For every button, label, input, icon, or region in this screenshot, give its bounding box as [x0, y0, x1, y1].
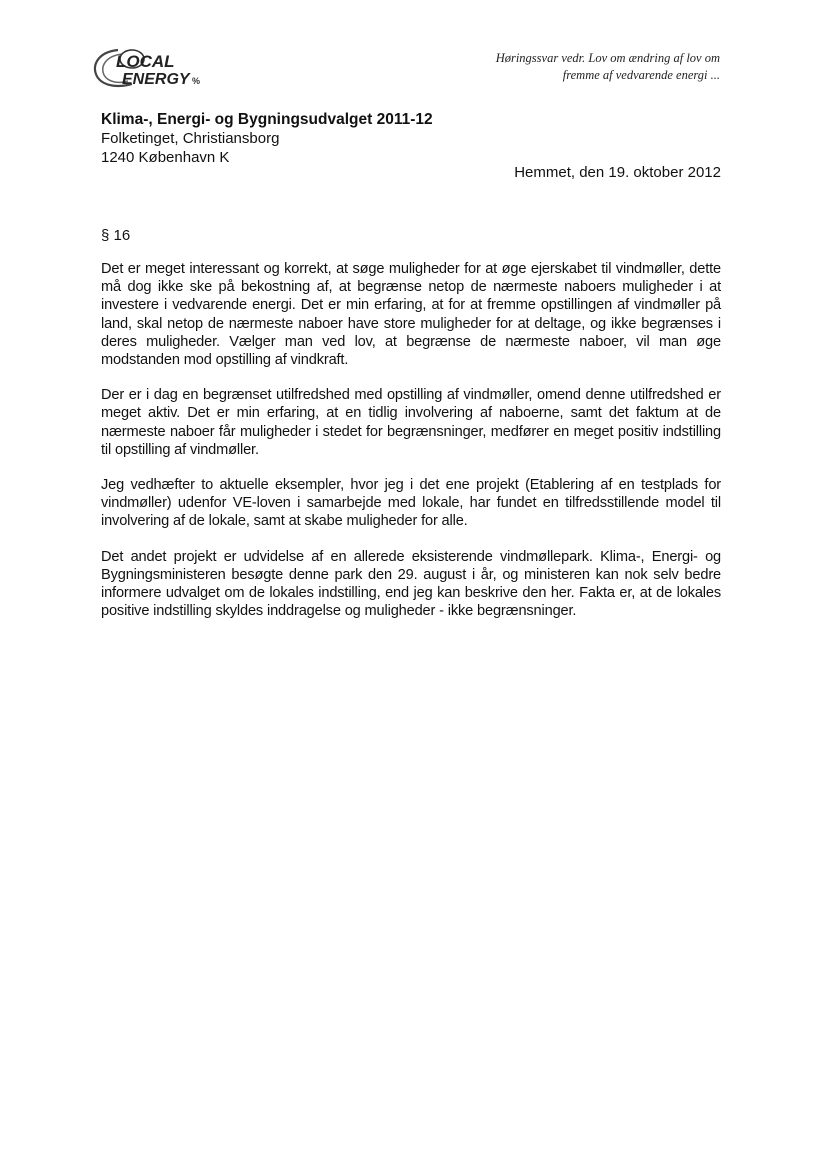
recipient-committee: Klima-, Energi- og Bygningsudvalget 2011-12 — [101, 111, 433, 128]
paragraph-2: Der er i dag en begrænset utilfredshed med opstilling af vindmøller, omend denne utilfredshed er meget aktiv. Det er min erfaring, at en tidlig involvering af naboerne, samt det faktum at de nærmeste naboer får muligheder i stedet for begrænsninger, medfører en meget positiv indstilling til opstilling af vindmøller. — [101, 387, 721, 458]
paragraph-4: Det andet projekt er udvidelse af en allerede eksisterende vindmøllepark. Klima-, Energi- og Bygningsministeren besøgte denne park den 29. august i år, og ministeren kan nok selv bedre informere udvalget om de lokales indstilling, end jeg kan beskrive den her. Fakta er, at de lokales positive indstilling skyldes inddragelse og muligheder - ikke begrænsninger. — [101, 548, 721, 620]
logo-word-local: LOCAL — [116, 52, 175, 71]
section-marker: § 16 — [101, 227, 131, 244]
paragraph-3: Jeg vedhæfter to aktuelle eksempler, hvor jeg i det ene projekt (Etablering af en testplads for vindmøller) udenfor VE-loven i samarbejde med lokale, har fundet en tilfredsstillende model til involvering af de lokale, samt at skabe muligheder for alle. — [101, 477, 721, 530]
header-note-line-1: Høringssvar vedr. Lov om ændring af lov om — [495, 51, 720, 65]
logo-word-energy: ENERGY — [122, 71, 190, 88]
logo-suffix: % — [192, 76, 201, 86]
company-logo-graphic — [88, 44, 238, 94]
paragraph-1: Det er meget interessant og korrekt, at søge muligheder for at øge ejerskabet til vindmøller, dette må dog ikke ske på bekostning af, at begrænse netop de nærmeste naboers muligheder i at investere i vedvarende energi. Det er min erfaring, at for at fremme opstillingen af vindmøller på land, skal netop de nærmeste naboer have store muligheder for at deltage, og ikke begrænses i deres muligheder. Vælger man ved lov, at begrænse de nærmeste naboer, vil man øge modstanden mod opstilling af vindkraft. — [101, 261, 721, 369]
company-logo — [88, 44, 238, 94]
header-note — [420, 50, 720, 84]
header-note-line-2: fremme af vedvarende energi ... — [562, 68, 720, 82]
recipient-institution: Folketinget, Christiansborg — [101, 130, 280, 147]
recipient-address — [101, 110, 601, 167]
recipient-city: 1240 København K — [101, 149, 230, 166]
date-line: Hemmet, den 19. oktober 2012 — [514, 164, 721, 181]
letter-body — [101, 260, 721, 637]
